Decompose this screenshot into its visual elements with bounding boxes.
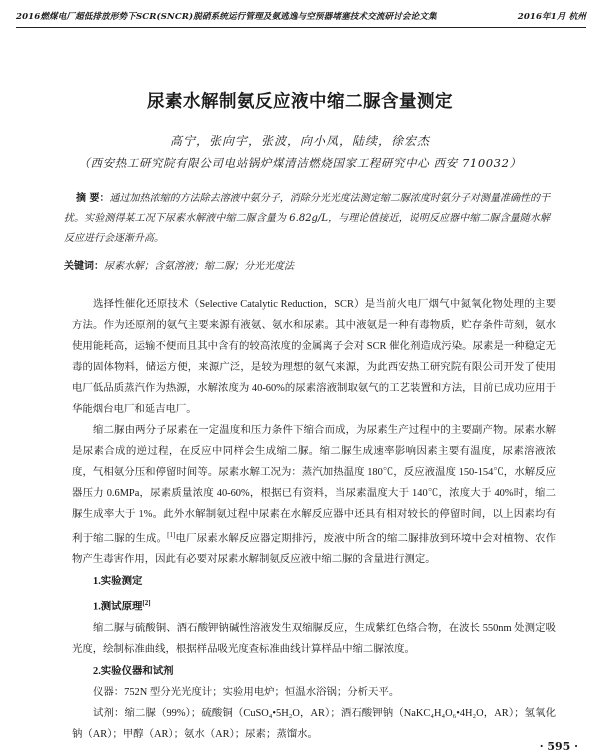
paper-title: 尿素水解制氨反应液中缩二脲含量测定 <box>147 92 453 112</box>
keywords <box>64 257 550 277</box>
page-number: · 595 · <box>539 740 578 753</box>
author-list: 高宁，张向宇，张波，向小凤，陆续，徐宏杰 <box>169 134 430 148</box>
paragraph-instruments: 仪器：752N 型分光光度计；实验用电炉；恒温水浴锅；分析天平。 <box>93 686 400 698</box>
running-head-right: 2016年1月 杭州 <box>517 12 586 22</box>
subsection-heading-1-2: 2.实验仪器和试剂 <box>93 665 174 677</box>
paragraph-biuret <box>72 420 556 570</box>
header-rule <box>16 27 586 28</box>
abstract <box>64 189 550 249</box>
subsection-heading-1-1-text: 1.测试原理 <box>93 601 143 613</box>
abstract-text: 通过加热浓缩的方法除去溶液中氨分子，消除分光光度法测定缩二脲浓度时氨分子对测量准确性的干扰。实验测得某工况下尿素水解液中缩二脲含量为 6.82g/L，与理论值接近，说明反应器中缩二脲含量随水解反应进行会逐渐升高。 <box>64 193 551 244</box>
abstract-label: 摘 要： <box>76 193 110 204</box>
section-heading-1: 1.实验测定 <box>93 576 143 588</box>
citation-ref-1: [1] <box>167 531 176 539</box>
running-head <box>16 10 586 22</box>
body-text <box>72 294 556 745</box>
paragraph-biuret-text: 缩二脲由两分子尿素在一定温度和压力条件下缩合而成，为尿素生产过程中的主要副产物。尿素水解是尿素合成的逆过程，在反应中同样会生成缩二脲。缩二脲生成速率影响因素主要有温度，尿素溶液浓度，气相氨分压和停留时间等。尿素水解工况为：蒸汽加热温度 180℃，反应液温度 150-154℃，水解反应器压力 0.6MPa，尿素质量浓度 40-60%，根据已有资料，当尿素温度大于 140℃，浓度大于 40%时，缩二脲生成率大于 1%。此外水解制氨过程中尿素在水解反应器中还具有相对较长的停留时间，以上因素均有利于缩二脲的生成。 <box>72 425 556 545</box>
citation-ref-2: [2] <box>142 599 151 608</box>
subsection-heading-1-1 <box>72 593 556 617</box>
affiliation: （西安热工研究院有限公司电站锅炉煤清洁燃烧国家工程研究中心 西安 710032） <box>78 156 522 170</box>
running-head-left: 2016燃煤电厂超低排放形势下SCR(SNCR)脱硝系统运行管理及氨逃逸与空预器堵塞技术交流研讨会论文集 <box>16 12 437 22</box>
keywords-text: 尿素水解；含氨溶液；缩二脲；分光光度法 <box>104 261 294 272</box>
paragraph-biuret-text-cont: 电厂尿素水解反应器定期排污，废液中所含的缩二脲排放到环境中会对植物、农作物产生毒害作用，因此有必要对尿素水解制氨反应液中缩二脲的含量进行测定。 <box>72 533 557 566</box>
paragraph-intro: 选择性催化还原技术（Selective Catalytic Reduction，SCR）是当前火电厂烟气中氮氧化物处理的主要方法。作为还原剂的氨气主要来源有液氨、氨水和尿素。其中液氨是一种有毒物质，贮存条件苛刻，氨水使用能耗高，运输不便而且其中含有的较高浓度的金属离子会对 SCR 催化剂造成污染。尿素是一种稳定无毒的固体物料，储运方便，来源广泛，是较为理想的氨气来源，为此西安热工研究院有限公司开发了使用电厂低品质蒸汽作为热源，水解浓度为 40-60%的尿素溶液制取氨气的工艺装置和方法，目前已成功应用于华能烟台电厂和延吉电厂。 <box>72 299 556 415</box>
paragraph-reagents: 试剂：缩二脲（99%）；硫酸铜（CuSO₄•5H₂O，AR）；酒石酸钾钠（NaKC₄H₄O₆•4H₂O，AR）；氢氧化钠（AR）；甲醇（AR）；氨水（AR）；尿素；蒸馏水。 <box>72 707 556 740</box>
paragraph-principle: 缩二脲与硫酸铜、酒石酸钾钠碱性溶液发生双缩脲反应，生成紫红色络合物，在波长 550nm 处测定吸光度，绘制标准曲线，根据样品吸光度查标准曲线计算样品中缩二脲浓度。 <box>72 622 556 655</box>
keywords-label: 关键词： <box>64 261 104 272</box>
